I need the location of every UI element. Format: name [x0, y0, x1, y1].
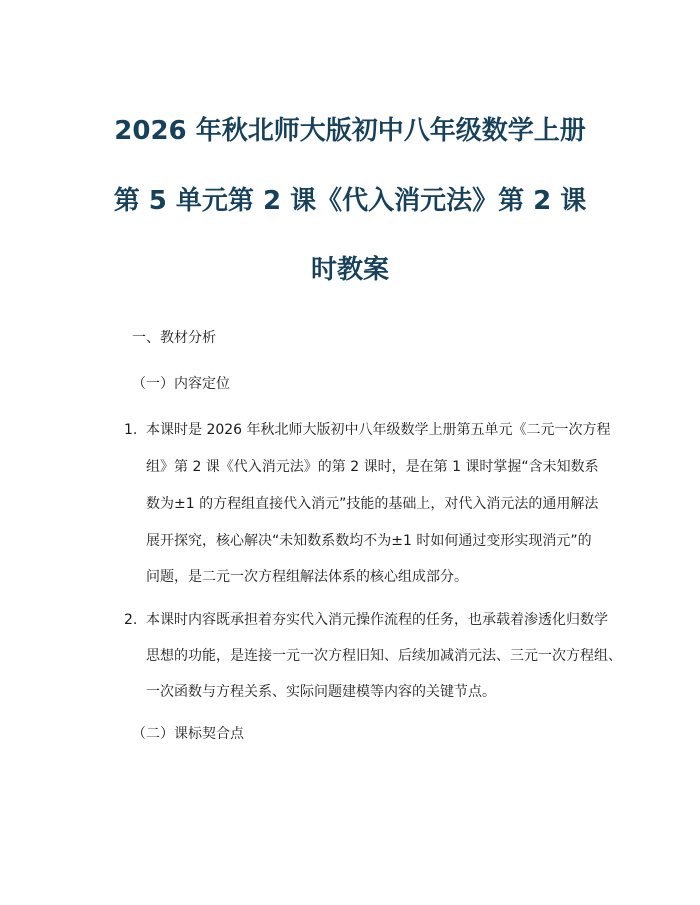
- document-title-line-2: 第 5 单元第 2 课《代入消元法》第 2 课: [113, 186, 587, 216]
- paragraph-1-line-2: 组》第 2 课《代入消元法》的第 2 课时，是在第 1 课时掌握“含未知数系: [146, 459, 599, 475]
- section-heading-textbook-analysis: 一、教材分析: [132, 330, 216, 346]
- list-number-2: 2.: [124, 612, 138, 628]
- subsection-heading-content-positioning: （一）内容定位: [132, 376, 230, 392]
- paragraph-2-line-3: 一次函数与方程关系、实际问题建模等内容的关键节点。: [146, 684, 496, 700]
- paragraph-1-line-3: 数为±1 的方程组直接代入消元”技能的基础上，对代入消元法的通用解法: [146, 496, 599, 512]
- list-number-1: 1.: [124, 422, 138, 438]
- paragraph-2-line-1: 本课时内容既承担着夯实代入消元操作流程的任务，也承载着渗透化归数学: [146, 612, 608, 628]
- document-title-line-3: 时教案: [310, 255, 389, 285]
- document-title-line-1: 2026 年秋北师大版初中八年级数学上册: [114, 116, 586, 146]
- paragraph-2-line-2: 思想的功能，是连接一元一次方程旧知、后续加减消元法、三元一次方程组、: [146, 648, 622, 664]
- subsection-heading-curriculum-alignment: （二）课标契合点: [132, 726, 244, 742]
- paragraph-1-line-1: 本课时是 2026 年秋北师大版初中八年级数学上册第五单元《二元一次方程: [146, 422, 611, 438]
- paragraph-1-line-5: 问题，是二元一次方程组解法体系的核心组成部分。: [146, 569, 468, 585]
- paragraph-1-line-4: 展开探究，核心解决“未知数系数均不为±1 时如何通过变形实现消元”的: [146, 533, 592, 549]
